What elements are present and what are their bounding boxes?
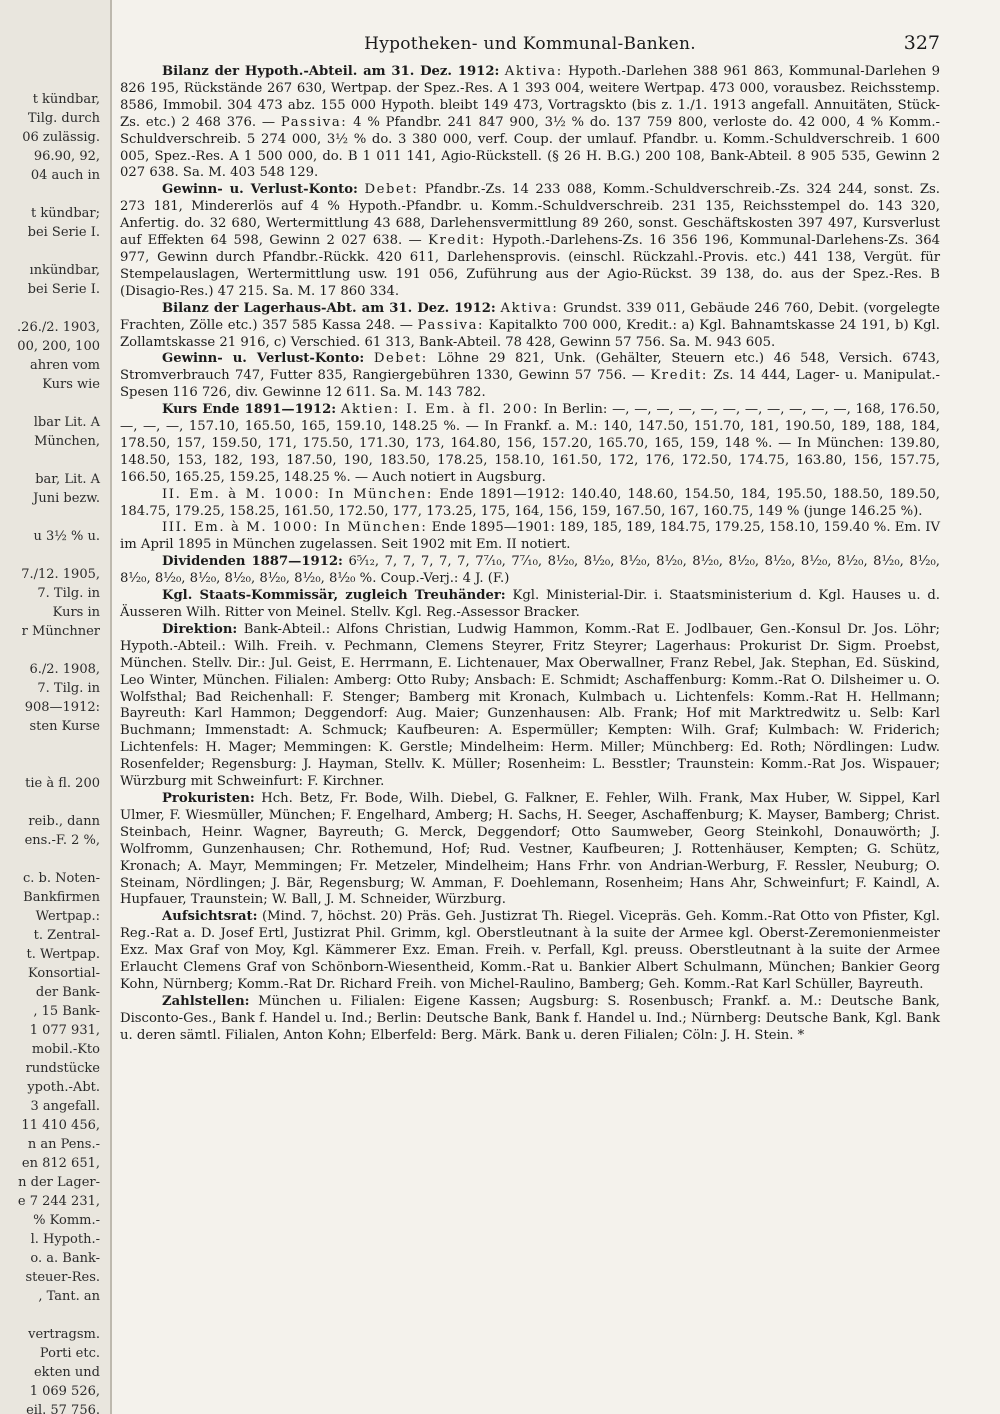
margin-line: 1 077 931, bbox=[29, 1023, 100, 1038]
margin-line: ahren vom bbox=[29, 358, 100, 373]
margin-line: ınkündbar, bbox=[29, 263, 100, 278]
section-text: 4 % Pfandbr. 241 847 900, 3½ % do. 137 759 800, verloste do. 42 000, 4 % Komm.-Schuldverschreib. 5 274 000, 3½ % do. 3 380 000, verf. Coup. der umlauf. Pfandbr. u. Komm.-Schuldverschreib. 1 600 005, Spez.-Res. A 1 500 000, do. B 1 011 141, Agio-Rückstell. (§ 26 H. B.G.) 200 108, Bank-Abteil. 8 905 535, Gewinn 2 027 638. Sa. M. 403 548 129. bbox=[120, 114, 940, 181]
section-title: Kgl. Staats-Kommissär, zugleich Treuhänder: bbox=[162, 588, 506, 604]
margin-line: 7. Tilg. in bbox=[37, 586, 100, 601]
margin-line: 11 410 456, bbox=[21, 1118, 100, 1133]
section-paragraph bbox=[120, 351, 940, 402]
margin-line: sten Kurse bbox=[29, 719, 100, 734]
section-label: Aktiva: bbox=[504, 64, 563, 79]
margin-line: % Komm.- bbox=[33, 1213, 100, 1228]
margin-line: Juni bezw. bbox=[33, 491, 100, 506]
margin-line: mobil.-Kto bbox=[31, 1042, 100, 1057]
section-text: Kapitalkto 700 000, Kredit.: a) Kgl. Bahnamtskasse 24 191, b) Kgl. Zollamtskasse 21 916, c) Verschied. 61 313, Bank-Abteil. 78 428, Gewinn 57 756. Sa. M. 943 605. bbox=[120, 317, 940, 350]
section-title: Gewinn- u. Verlust-Konto: bbox=[162, 351, 365, 367]
section-paragraph bbox=[120, 622, 940, 791]
margin-line: 1 069 526, bbox=[29, 1384, 100, 1399]
section-paragraph bbox=[120, 791, 940, 909]
section-text: Löhne 29 821, Unk. (Gehälter, Steuern etc.) 46 548, Versich. 6743, Stromverbrauch 747, Futter 835, Rangiergebühren 1330, Gewinn 57 756. — bbox=[120, 351, 940, 384]
margin-line: ens.-F. 2 %, bbox=[24, 833, 100, 848]
margin-line: .26./2. 1903, bbox=[17, 320, 100, 335]
section-text: München u. Filialen: Eigene Kassen; Augsburg: S. Rosenbusch; Frankf. a. M.: Deutsche Bank, Disconto-Ges., Bank f. Handel u. Ind.; Berlin: Deutsche Bank, Bank f. Handel u. Ind.; Nürnberg: Deutsche Bank, Kgl. Bank u. deren sämtl. Filialen, Anton Kohn; Elberfeld: Berg. Märk. Bank u. deren Filialen; Cöln: J. H. Stein. * bbox=[120, 993, 940, 1043]
margin-line: 96.90, 92, bbox=[33, 149, 100, 164]
margin-line: u 3½ % u. bbox=[33, 529, 100, 544]
page-header bbox=[120, 30, 940, 64]
margin-line: 908—1912: bbox=[24, 700, 100, 715]
section-title: Kurs Ende 1891—1912: bbox=[162, 402, 337, 418]
running-title: Hypotheken- und Kommunal-Banken. bbox=[364, 34, 696, 54]
margin-line: eil. 57 756. bbox=[26, 1403, 100, 1414]
margin-line: Konsortial- bbox=[28, 966, 100, 981]
left-page-margin bbox=[0, 0, 112, 1414]
margin-line: 04 auch in bbox=[30, 168, 100, 183]
section-label: Kredit: bbox=[650, 368, 708, 384]
section-paragraph bbox=[120, 994, 940, 1045]
section-title: Zahlstellen: bbox=[162, 993, 250, 1009]
section-text: Grundst. 339 011, Gebäude 246 760, Debit. (vorgelegte Frachten, Zölle etc.) 357 585 Kassa 248. — bbox=[120, 300, 940, 333]
margin-line: 06 zulässig. bbox=[22, 130, 100, 145]
section-text: Hypoth.-Darlehens-Zs. 16 356 196, Kommunal-Darlehens-Zs. 364 977, Gewinn durch Pfandbr.-Rückk. 420 611, Darlehensprovis. (einschl. Rückzahl.-Provis. etc.) 441 138, Vergüt. für Stempelauslagen, Wertermittlung usw. 191 056, Zuführung aus der Agio-Rückst. 39 138, do. aus der Spez.-Res. B (Disagio-Res.) 47 215. Sa. M. 17 860 334. bbox=[120, 233, 941, 299]
section-title: Gewinn- u. Verlust-Konto: bbox=[162, 182, 358, 198]
section-text: Kgl. Ministerial-Dir. i. Staatsministerium d. Kgl. Hauses u. d. Äusseren Wilh. Ritter von Meinel. Stellv. Kgl. Reg.-Assessor Bracker. bbox=[120, 588, 940, 620]
section-text: Hch. Betz, Fr. Bode, Wilh. Diebel, G. Falkner, E. Fehler, Wilh. Frank, Max Huber, W. Sippel, Karl Ulmer, F. Wiesmüller, München; F. Engelhard, Amberg; H. Sachs, H. Seeger, Aschaffenburg; K. Mayser, Bamberg; Christ. Steinbach, Heinr. Wagner, Bayreuth; G. Merck, Deggendorf; Otto Saumweber, Georg Steinkohl, Donauwörth; J. Wolfromm, Gunzenhausen; Chr. Rothemund, Hof; Rud. Vestner, Kaufbeuren; J. Rottenhäuser, Kempten; G. Schütz, Kronach; A. Mayr, Memmingen; Fr. Metzeler, Mindelheim; Hans Frhr. von Andrian-Werburg, F. Ressler, Neuburg; O. Steinam, Nördlingen; J. Bär, Regensburg; W. Amman, F. Doehlemann, Rosenheim; Hans Ahr, Schweinfurt; F. Kaindl, A. Hupfauer, Traunstein; W. Ball, J. M. Schneider, Würzburg. bbox=[120, 790, 940, 908]
section-paragraph bbox=[120, 909, 940, 994]
margin-line: e 7 244 231, bbox=[17, 1194, 100, 1209]
margin-line: , 15 Bank- bbox=[33, 1004, 100, 1019]
section-text: 6⁵⁄₁₂, 7, 7, 7, 7, 7, 7⁷⁄₁₀, 7⁷⁄₁₀, 8¹⁄₂₀, 8¹⁄₂₀, 8¹⁄₂₀, 8¹⁄₂₀, 8¹⁄₂₀, 8¹⁄₂₀, 8¹⁄₂₀, 8¹⁄₂₀, 8¹⁄₂₀, 8¹⁄₂₀, 8¹⁄₂₀, 8¹⁄₂₀, 8¹⁄₂₀, 8¹⁄₂₀, 8¹⁄₂₀, 8¹⁄₂₀, 8¹⁄₂₀, 8¹⁄₂₀ %. Coup.-Verj.: 4 J. (F.) bbox=[120, 554, 940, 587]
book-page bbox=[120, 30, 940, 1045]
section-paragraph bbox=[120, 588, 940, 622]
margin-line: n der Lager- bbox=[18, 1175, 100, 1190]
page-fold-edge bbox=[110, 0, 112, 1414]
margin-line: t. Wertpap. bbox=[26, 947, 100, 962]
margin-line: steuer-Res. bbox=[25, 1270, 100, 1285]
margin-line: c. b. Noten- bbox=[22, 871, 100, 886]
margin-line: Bankfirmen bbox=[23, 890, 100, 905]
section-text: Pfandbr.-Zs. 14 233 088, Komm.-Schuldverschreib.-Zs. 324 244, sonst. Zs. 273 181, Mindererlös auf 4 % Hypoth.-Pfandbr. u. Komm.-Schuldverschreib. 231 135, Reichsstempel do. 143 320, Anfertig. do. 32 680, Wertermittlung 43 688, Darlehensvermittlung 89 260, sonst. Geschäftskosten 397 497, Kursverlust auf Effekten 64 598, Gewinn 2 027 638. — bbox=[120, 182, 940, 249]
section-label: Passiva: bbox=[280, 114, 348, 130]
margin-line: ypoth.-Abt. bbox=[27, 1080, 100, 1095]
section-paragraph bbox=[120, 487, 940, 521]
margin-line: tie à fl. 200 bbox=[25, 776, 100, 791]
margin-line: o. a. Bank- bbox=[30, 1251, 100, 1266]
section-text: In Berlin: —, —, —, —, —, —, —, —, —, —, —, 168, 176.50, —, —, —, 157.10, 165.50, 165, 159.10, 148.25 %. — In Frankf. a. M.: 140, 147.50, 151.70, 181, 190.50, 189, 188, 184, 178.50, 157, 159.50, 171, 175.50, 171.30, 173, 164.80, 156, 157.20, 165.70, 165, 159, 148 %. — In München: 139.80, 148.50, 153, 182, 193, 187.50, 190, 183.50, 178.25, 158.10, 161.50, 172, 176, 172.50, 174.75, 163.80, 156, 157.75, 166.50, 165.25, 159.25, 148.25 %. — Auch notiert in Augsburg. bbox=[120, 402, 940, 485]
margin-line: 7. Tilg. in bbox=[37, 681, 100, 696]
margin-line: n an Pens.- bbox=[27, 1137, 100, 1152]
page-body bbox=[120, 64, 940, 1045]
margin-line: bei Serie I. bbox=[27, 225, 100, 240]
section-title: Prokuristen: bbox=[162, 790, 255, 806]
margin-line: rundstücke bbox=[25, 1061, 100, 1076]
section-label: II. Em. à M. 1000: In München: bbox=[162, 486, 433, 502]
section-paragraph bbox=[120, 301, 940, 352]
margin-line: t kündbar, bbox=[32, 92, 100, 107]
section-title: Dividenden 1887—1912: bbox=[162, 554, 343, 570]
margin-line: Kurs wie bbox=[42, 377, 100, 392]
margin-line: 6./2. 1908, bbox=[29, 662, 100, 677]
margin-line: ekten und bbox=[33, 1365, 100, 1380]
margin-line: Wertpap.: bbox=[35, 909, 100, 924]
section-text: Zs. 14 444, Lager- u. Manipulat.-Spesen 116 726, div. Gewinne 12 611. Sa. M. 143 782. bbox=[120, 368, 941, 401]
section-text: (Mind. 7, höchst. 20) Präs. Geh. Justizrat Th. Riegel. Vicepräs. Geh. Komm.-Rat Otto von Pfister, Kgl. Reg.-Rat a. D. Josef Ertl, Justizrat Phil. Grimm, kgl. Oberstleutnant à la suite der Armee kgl. Oberst-Zeremonienmeister Exz. Max Graf von Moy, Kgl. Kämmerer Exz. Eman. Freih. v. Perfall, Kgl. preuss. Oberstleutnant à la suite der Armee Erlaucht Clemens Graf von Schönborn-Wiesentheid, Komm.-Rat u. Bankier Albert Schulmann, München; Bankier Georg Kohn, Nürnberg; Komm.-Rat Dr. Richard Freih. von Michel-Raulino, Bamberg; Geh. Komm.-Rat Karl Schüller, Bayreuth. bbox=[120, 909, 941, 992]
margin-line: Tilg. durch bbox=[27, 111, 100, 126]
section-text: Ende 1891—1912: 140.40, 148.60, 154.50, 184, 195.50, 188.50, 189.50, 184.75, 179.25, 158.25, 161.50, 172.50, 177, 173.25, 175, 164, 156, 159, 167.50, 167, 160.75, 149 % (junge 146.25 %). bbox=[120, 486, 940, 519]
section-label: Aktiva: bbox=[500, 300, 559, 316]
section-title: Aufsichtsrat: bbox=[162, 909, 258, 925]
margin-line: t. Zentral- bbox=[33, 928, 100, 943]
section-label: Kredit: bbox=[428, 233, 486, 249]
section-label: Passiva: bbox=[417, 317, 485, 333]
margin-line: , Tant. an bbox=[38, 1289, 100, 1304]
margin-line: Kurs in bbox=[52, 605, 100, 620]
margin-line: reib., dann bbox=[28, 814, 100, 829]
section-label: Debet: bbox=[373, 351, 428, 367]
margin-line: r Münchner bbox=[21, 624, 100, 639]
section-title: Bilanz der Hypoth.-Abteil. am 31. Dez. 1912: bbox=[162, 64, 500, 79]
margin-line: 7./12. 1905, bbox=[21, 567, 100, 582]
section-text: Hypoth.-Darlehen 388 961 863, Kommunal-Darlehen 9 826 195, Rückstände 267 630, Wertpap. der Spez.-Res. A 1 393 004, weitere Wertpap. 473 000, vorausbez. Reichsstemp. 8586, Immobil. 304 473 abz. 155 000 Hypoth. bleibt 149 473, Vortragskto (bis z. 1./1. 1913 angefall. Annuitäten, Stück-Zs. etc.) 2 468 376. — bbox=[120, 64, 940, 130]
section-paragraph bbox=[120, 182, 940, 300]
margin-line: t kündbar; bbox=[31, 206, 100, 221]
section-label: Aktien: I. Em. à fl. 200: bbox=[340, 402, 539, 418]
margin-line: en 812 651, bbox=[21, 1156, 100, 1171]
margin-line: 3 angefall. bbox=[30, 1099, 100, 1114]
margin-line: Porti etc. bbox=[39, 1346, 100, 1361]
margin-line: bar, Lit. A bbox=[35, 472, 100, 487]
section-title: Bilanz der Lagerhaus-Abt. am 31. Dez. 1912: bbox=[162, 300, 496, 316]
margin-line: 00, 200, 100 bbox=[17, 339, 100, 354]
margin-line: München, bbox=[34, 434, 100, 449]
section-label: Debet: bbox=[364, 182, 419, 198]
section-text: Bank-Abteil.: Alfons Christian, Ludwig Hammon, Komm.-Rat E. Jodlbauer, Gen.-Konsul Dr. Jos. Löhr; Hypoth.-Abteil.: Wilh. Freih. v. Pechmann, Clemens Steyrer, Fritz Steyrer; Lagerhaus: Prokurist Dr. Sigm. Proebst, München. Stellv. Dir.: Jul. Geist, E. Herrmann, E. Lichtenauer, Max Oberwallner, Franz Rebel, Jak. Stephan, Ed. Süskind, Leo Winter, München. Filialen: Amberg: Otto Ruby; Ansbach: E. Schmidt; Aschaffenburg: Komm.-Rat O. Dilsheimer u. O. Wolfsthal; Bad Reichenhall: F. Stenger; Bamberg mit Kronach, Kulmbach u. Lichtenfels: Komm.-Rat H. Hellmann; Bayreuth: Karl Hammon; Deggendorf: Aug. Maier; Gunzenhausen: Alb. Frank; Hof mit Marktredwitz u. Selb: Karl Buchmann; Immenstadt: A. Schmuck; Kaufbeuren: A. Espermüller; Kempten: Wilh. Graf; Kulmbach: W. Friderich; Lichtenfels: H. Mager; Memmingen: K. Gerstle; Mindelheim: Herm. Miller; Münchberg: Ed. Roth; Nördlingen: Ludw. Rosenfelder; Regensburg: J. Hayman, Stellv. K. Müller; Rosenheim: L. Besstler; Traunstein: Komm.-Rat Jos. Wispauer; Würzburg mit Schweinfurt: F. Kirchner. bbox=[120, 621, 940, 790]
section-text: Ende 1895—1901: 189, 185, 189, 184.75, 179.25, 158.10, 159.40 %. Em. IV im April 1895 in München zugelassen. Seit 1902 mit Em. II notiert. bbox=[120, 520, 940, 553]
margin-line: der Bank- bbox=[35, 985, 100, 1000]
section-paragraph bbox=[120, 554, 940, 588]
margin-line: bei Serie I. bbox=[27, 282, 100, 297]
page-number: 327 bbox=[903, 32, 940, 54]
section-paragraph bbox=[120, 402, 940, 487]
margin-line: vertragsm. bbox=[28, 1327, 100, 1342]
section-title: Direktion: bbox=[162, 621, 238, 637]
section-paragraph bbox=[120, 520, 940, 554]
margin-line: lbar Lit. A bbox=[33, 415, 100, 430]
margin-line: l. Hypoth.- bbox=[30, 1232, 100, 1247]
section-paragraph bbox=[120, 64, 940, 182]
section-label: III. Em. à M. 1000: In München: bbox=[162, 520, 428, 536]
